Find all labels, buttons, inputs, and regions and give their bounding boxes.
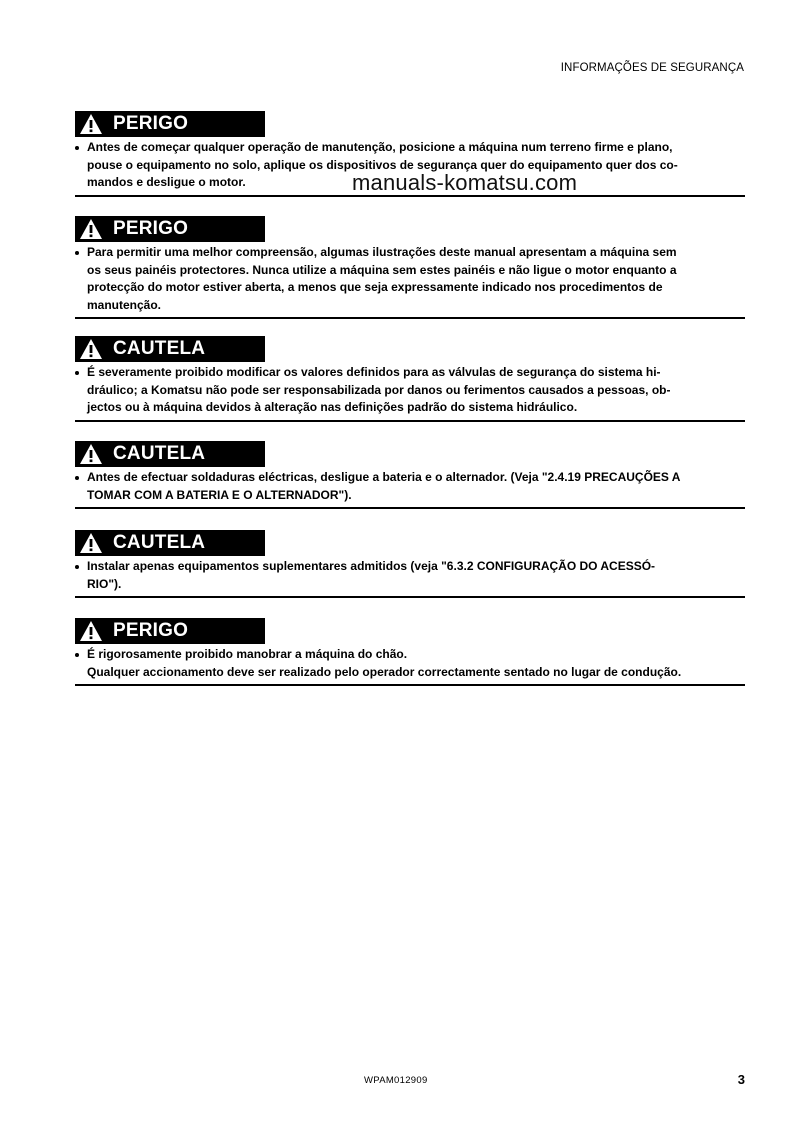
hazard-level-label: CAUTELA [113, 338, 206, 359]
hazard-level-label: CAUTELA [113, 443, 206, 464]
notice-line: Instalar apenas equipamentos suplementares admitidos (veja "6.3.2 CONFIGURAÇÃO DO ACESSÓ- [87, 559, 656, 573]
hazard-banner [75, 441, 265, 467]
hazard-level-label: PERIGO [113, 218, 189, 239]
hazard-level-label: CAUTELA [113, 532, 206, 553]
hazard-banner [75, 216, 265, 242]
warning-triangle-icon [78, 336, 104, 362]
document-code: WPAM012909 [364, 1075, 428, 1086]
warning-triangle-icon [78, 530, 104, 556]
hazard-banner [75, 111, 265, 137]
section-divider [75, 596, 745, 598]
notice-line: Antes de começar qualquer operação de manutenção, posicione a máquina num terreno firme e plano, [87, 140, 673, 154]
notice-text [75, 558, 745, 593]
notice-line: Qualquer accionamento deve ser realizado pelo operador correctamente sentado no lugar de condução. [87, 664, 682, 679]
bullet-icon [75, 371, 79, 375]
notice-line: jectos ou à máquina devidos à alteração nas definições padrão do sistema hidráulico. [87, 400, 578, 414]
notice-text [75, 244, 745, 314]
warning-triangle-icon [78, 441, 104, 467]
bullet-icon [75, 653, 79, 657]
notice-text [75, 469, 745, 504]
section-divider [75, 420, 745, 422]
bullet-icon [75, 146, 79, 150]
safety-notice-cautela-1 [75, 336, 745, 422]
safety-notice-cautela-3 [75, 530, 745, 598]
warning-triangle-icon [78, 111, 104, 137]
notice-line: TOMAR COM A BATERIA E O ALTERNADOR"). [87, 487, 352, 502]
hazard-banner [75, 618, 265, 644]
notice-line: Antes de efectuar soldaduras eléctricas, desligue a bateria e o alternador. (Veja "2.4.19 PRECAUÇÕES A [87, 470, 681, 484]
bullet-icon [75, 565, 79, 569]
warning-triangle-icon [78, 618, 104, 644]
notice-line: Para permitir uma melhor compreensão, algumas ilustrações deste manual apresentam a máquina sem [87, 245, 677, 259]
notice-line: RIO"). [87, 576, 122, 591]
hazard-level-label: PERIGO [113, 620, 189, 641]
page-header-title: INFORMAÇÕES DE SEGURANÇA [560, 62, 744, 74]
hazard-banner [75, 336, 265, 362]
notice-line: os seus painéis protectores. Nunca utilize a máquina sem estes painéis e não ligue o motor enquanto a [87, 262, 677, 277]
bullet-icon [75, 251, 79, 255]
section-divider [75, 684, 745, 686]
safety-notice-cautela-2 [75, 441, 745, 509]
safety-notice-perigo-2 [75, 216, 745, 319]
notice-line: pouse o equipamento no solo, aplique os dispositivos de segurança quer do equipamento quer dos co- [87, 157, 678, 172]
section-divider [75, 507, 745, 509]
notice-text [75, 364, 745, 417]
hazard-banner [75, 530, 265, 556]
notice-text [75, 646, 745, 681]
notice-line: dráulico; a Komatsu não pode ser responsabilizada por danos ou ferimentos causados a pessoas, ob- [87, 382, 671, 397]
notice-line: É severamente proibido modificar os valores definidos para as válvulas de segurança do sistema hi- [87, 365, 661, 379]
hazard-level-label: PERIGO [113, 113, 189, 134]
notice-line: protecção do motor estiver aberta, a menos que seja expressamente indicado nos procedimentos de [87, 280, 663, 294]
safety-notice-perigo-3 [75, 618, 745, 686]
notice-line: É rigorosamente proibido manobrar a máquina do chão. [87, 647, 408, 661]
warning-triangle-icon [78, 216, 104, 242]
notice-line: mandos e desligue o motor. [87, 175, 246, 189]
page-number: 3 [737, 1072, 745, 1087]
section-divider [75, 317, 745, 319]
bullet-icon [75, 476, 79, 480]
notice-line: manutenção. [87, 297, 162, 312]
watermark-text: manuals-komatsu.com [352, 170, 578, 195]
